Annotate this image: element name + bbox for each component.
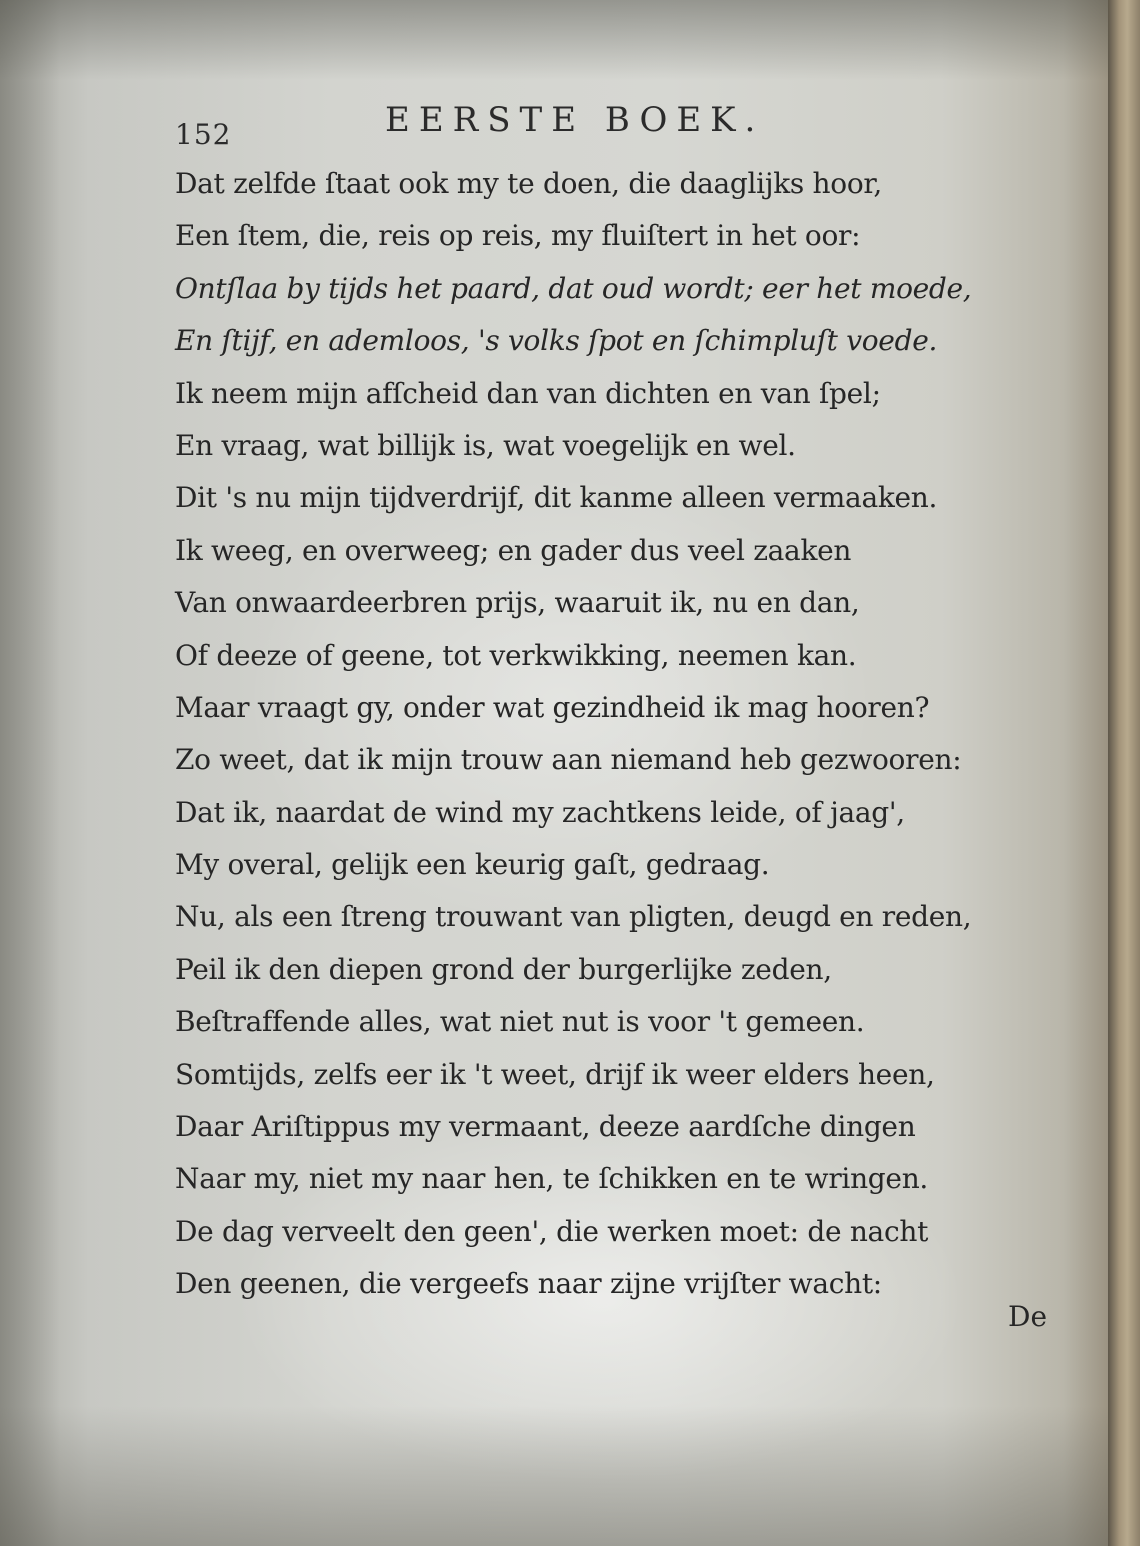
page-shadow: [0, 1406, 1108, 1546]
page-header: [175, 100, 1035, 150]
verse-line: Dat zelfde ſtaat ook my te doen, die daaglijks hoor,: [175, 167, 883, 200]
verse-line: De dag verveelt den geen', die werken moet: de nacht: [175, 1214, 929, 1248]
verse-line: Dat ik, naardat de wind my zachtkens leide, of jaag',: [175, 795, 905, 829]
verse-line: My overal, gelijk een keurig gaſt, gedraag.: [175, 848, 770, 882]
verse-line: Ik neem mijn afſcheid dan van dichten en van ſpel;: [175, 376, 881, 410]
verse-line: Ontſlaa by tijds het paard, dat oud wordt; eer het moede,: [175, 271, 972, 305]
page-number: 152: [175, 118, 232, 151]
verse-line: Een ſtem, die, reis op reis, my fluiſtert in het oor:: [175, 219, 861, 253]
verse-line: Van onwaardeerbren prijs, waaruit ik, nu en dan,: [175, 586, 860, 620]
verse-line: Dit 's nu mijn tijdverdrijf, dit kanme alleen vermaaken.: [175, 481, 938, 515]
verse-line: Somtijds, zelfs eer ik 't weet, drijf ik weer elders heen,: [175, 1057, 935, 1091]
verse-line: En ſtijf, en ademloos, 's volks ſpot en ſchimpluſt voede.: [175, 324, 938, 358]
page-shadow: [0, 0, 1108, 80]
verse-line: Zo weet, dat ik mijn trouw aan niemand heb gezwooren:: [175, 743, 962, 777]
verse-line: Peil ik den diepen grond der burgerlijke zeden,: [175, 952, 832, 986]
running-head: EERSTE BOEK.: [385, 100, 765, 140]
verse-line: Nu, als een ſtreng trouwant van pligten, deugd en reden,: [175, 900, 972, 934]
verse-line: Den geenen, die vergeefs naar zijne vrijſter wacht:: [175, 1267, 882, 1301]
verse-line: Ik weeg, en overweeg; en gader dus veel zaaken: [175, 533, 852, 567]
facing-page-edge: [1108, 0, 1140, 1546]
catchword: De: [1008, 1300, 1048, 1333]
verse-line: Of deeze of geene, tot verkwikking, neemen kan.: [175, 638, 857, 672]
page-shadow: [0, 0, 60, 1546]
verse-line: Beſtraffende alles, wat niet nut is voor 't gemeen.: [175, 1005, 865, 1039]
verse-line: En vraag, wat billijk is, wat voegelijk en wel.: [175, 428, 796, 462]
verse-line: Naar my, niet my naar hen, te ſchikken en te wringen.: [175, 1162, 929, 1196]
verse-line: Maar vraagt gy, onder wat gezindheid ik mag hooren?: [175, 690, 930, 724]
verse-lines: [175, 158, 1055, 1311]
verse-line: Daar Ariſtippus my vermaant, deeze aardſche dingen: [175, 1110, 916, 1144]
